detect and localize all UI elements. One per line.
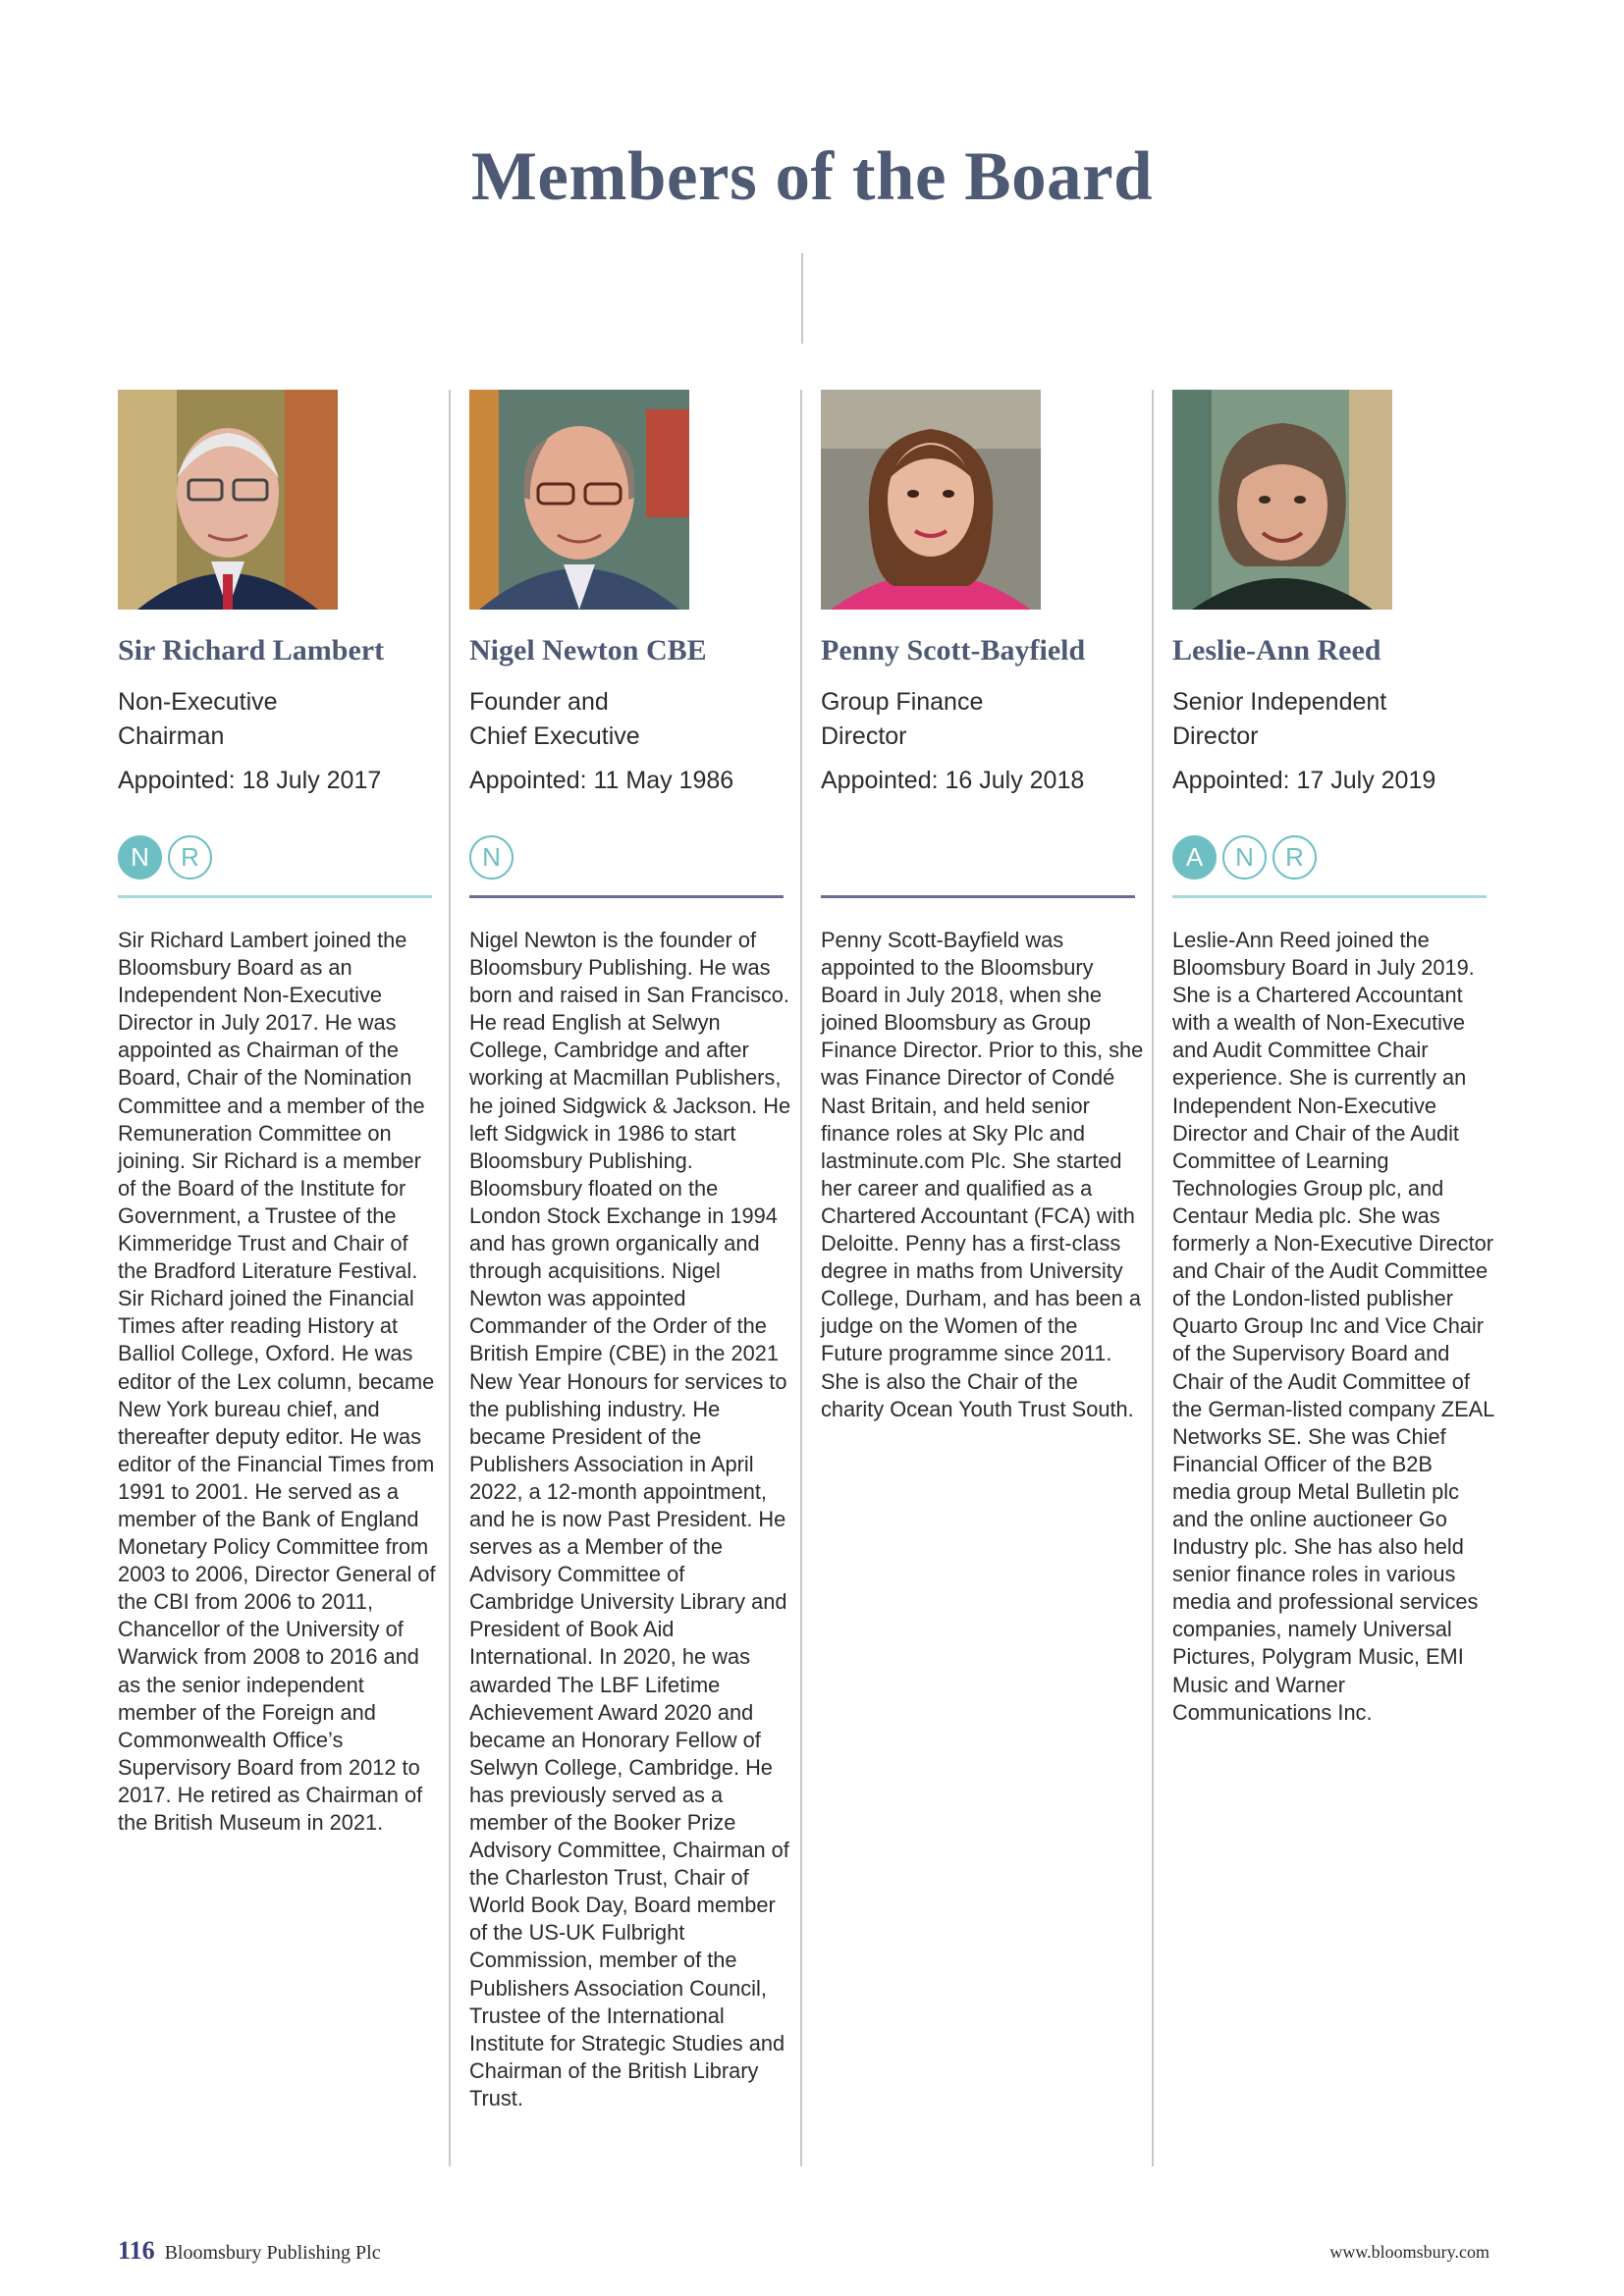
footer-company: Bloomsbury Publishing Plc [164,2242,381,2264]
member-role-line: Non-Executive [118,688,278,716]
member-appointed-date: Appointed: 18 July 2017 [118,767,382,794]
member-role-line: Director [1172,722,1259,750]
section-rule [1172,895,1487,898]
member-appointed-date: Appointed: 16 July 2018 [821,767,1085,794]
member-biography: Nigel Newton is the founder of Bloomsbury Publishing. He was born and raised in San Francisco. He read English at Selwyn College, Cambridge and after working at Macmillan Publishers, he joined Sidgwick & Jackson. He left Sidgwick in 1986 to start Bloomsbury Publishing. Bloomsbury floated on the London Stock Exchange in 1994 and has grown organically and through acquisitions. Nigel Newton was appointed Commander of the Order of the British Empire (CBE) in the 2021 New Year Honours for services to the publishing industry. He became President of the Publishers Association in April 2022, a 12-month appointment, and he is now Past President. He serves as a Member of the Advisory Committee of Cambridge University Library and President of Book Aid International. In 2020, he was awarded The LBF Lifetime Achievement Award 2020 and became an Honorary Fellow of Selwyn College, Cambridge. He has previously served as a member of the Booker Prize Advisory Committee, Chairman of the Charleston Trust, Chair of World Book Day, Board member of the US-UK Fulbright Commission, member of the Publishers Association Council, Trustee of the International Institute for Strategic Studies and Chairman of the British Library Trust. [469,928,791,2110]
member-role-line: Senior Independent [1172,688,1387,716]
member-name: Penny Scott-Bayfield [821,634,1086,667]
section-rule [118,895,432,898]
member-portrait [469,390,689,610]
section-rule [821,895,1135,898]
page-title: Members of the Board [470,138,1154,215]
member-role-line: Chief Executive [469,722,640,750]
committee-badge-nomination: N [1222,835,1267,880]
member-role-line: Director [821,722,907,750]
column-divider [1152,390,1154,2166]
member-biography: Leslie-Ann Reed joined the Bloomsbury Board in July 2019. She is a Chartered Accountant with a wealth of Non-Executive and Audit Committee Chair experience. She is currently an Independent Non-Executive Director and Chair of the Audit Committee of Learning Technologies Group plc, and Centaur Media plc. She was formerly a Non-Executive Director and Chair of the Audit Committee of the London-listed publisher Quarto Group Inc and Vice Chair of the Supervisory Board and Chair of the Audit Committee of the German-listed company ZEAL Networks SE. She was Chief Financial Officer of the B2B media group Metal Bulletin plc and the online auctioneer Go Industry plc. She has also held senior finance roles in various media and professional services companies, namely Universal Pictures, Polygram Music, EMI Music and Warner Communications Inc. [1172,928,1494,1725]
footer-website[interactable]: www.bloomsbury.com [1329,2242,1489,2262]
committee-badge-nomination: N [118,835,162,880]
member-name: Sir Richard Lambert [118,634,385,667]
member-portrait [118,390,338,610]
member-role [821,685,1137,754]
member-name: Leslie-Ann Reed [1172,634,1381,667]
member-role-line: Founder and [469,688,609,716]
member-portrait [821,390,1041,610]
column-divider [449,390,451,2166]
member-appointed-date: Appointed: 11 May 1986 [469,767,734,794]
section-rule [469,895,784,898]
title-divider [801,253,803,344]
board-member-card [469,390,791,2110]
member-role-line: Group Finance [821,688,984,716]
footer-left [118,2236,381,2266]
member-biography: Penny Scott-Bayfield was appointed to the Bloomsbury Board in July 2018, when she joined Bloomsbury as Group Finance Director. Prior to this, she was Finance Director of Condé Nast Britain, and held senior finance roles at Sky Plc and lastminute.com Plc. She started her career and qualified as a Chartered Accountant (FCA) with Deloitte. Penny has a first-class degree in maths from University College, Durham, and has been a judge on the Women of the Future programme since 2011. She is also the Chair of the charity Ocean Youth Trust South. [821,928,1144,1421]
committee-badge-audit: A [1172,835,1217,880]
column-divider [800,390,802,2166]
committee-badge-remuneration: R [1272,835,1317,880]
member-role-line: Chairman [118,722,225,750]
member-role [118,685,434,754]
committee-badges [1172,835,1317,882]
member-role [1172,685,1489,754]
member-name: Nigel Newton CBE [469,634,707,667]
committee-badges [118,835,212,882]
page-number: 116 [118,2236,155,2265]
committee-badge-nomination: N [469,835,514,880]
member-biography: Sir Richard Lambert joined the Bloomsbury Board as an Independent Non-Executive Director in July 2017. He was appointed as Chairman of the Board, Chair of the Nomination Committee and a member of the Remuneration Committee on joining. Sir Richard is a member of the Board of the Institute for Government, a Trustee of the Kimmeridge Trust and Chair of the Bradford Literature Festival. Sir Richard joined the Financial Times after reading History at Balliol College, Oxford. He was editor of the Lex column, became New York bureau chief, and thereafter deputy editor. He was editor of the Financial Times from 1991 to 2001. He served as a member of the Bank of England Monetary Policy Committee from 2003 to 2006, Director General of the CBI from 2006 to 2011, Chancellor of the University of Warwick from 2008 to 2016 and as the senior independent member of the Foreign and Commonwealth Office’s Supervisory Board from 2012 to 2017. He retired as Chairman of the British Museum in 2021. [118,928,436,1835]
committee-badges [469,835,514,882]
board-member-card [1172,390,1494,1725]
board-member-card [118,390,436,1835]
member-portrait [1172,390,1392,610]
committee-badge-remuneration: R [168,835,212,880]
member-appointed-date: Appointed: 17 July 2019 [1172,767,1436,794]
board-member-card [821,390,1144,1421]
member-role [469,685,785,754]
